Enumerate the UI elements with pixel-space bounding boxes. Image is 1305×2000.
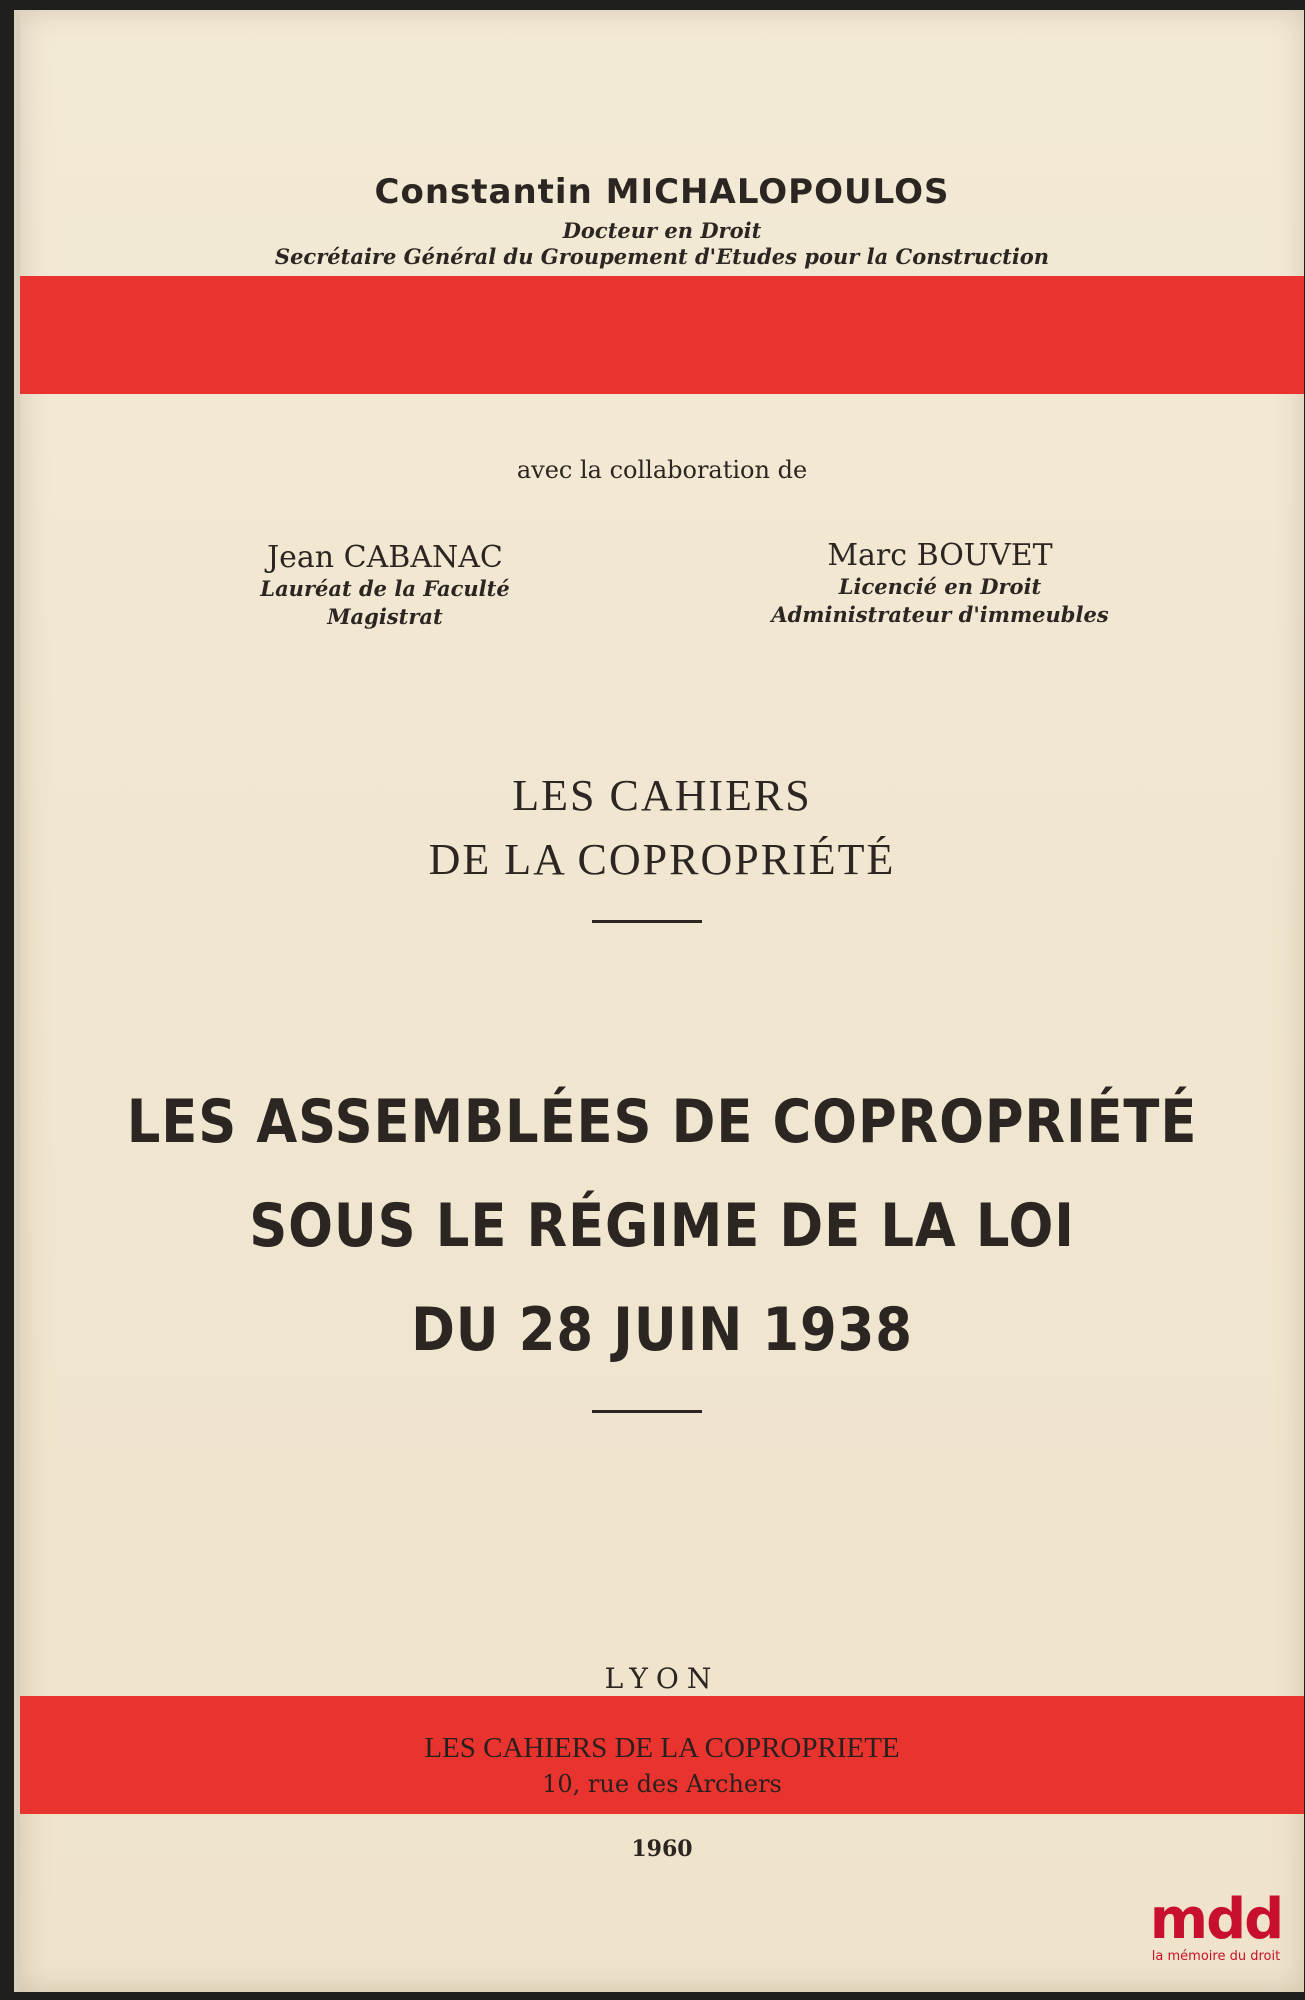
logo-tagline: la mémoire du droit <box>1151 1949 1281 1964</box>
title-line: DU 28 JUIN 1938 <box>411 1295 913 1365</box>
author-name: Constantin MICHALOPOULOS <box>374 172 950 212</box>
author-title: Docteur en Droit <box>562 218 762 243</box>
series-title <box>20 764 1304 892</box>
book-cover <box>14 10 1304 1992</box>
publisher-address: 10, rue des Archers <box>542 1770 782 1798</box>
author-position: Secrétaire Général du Groupement d'Etudes pour la Construction <box>274 244 1050 269</box>
book-title <box>97 1070 1227 1382</box>
series-line: LES CAHIERS <box>512 771 812 820</box>
collaborator-line: Lauréat de la Faculté <box>260 576 510 601</box>
publisher-name: LES CAHIERS DE LA COPROPRIETE <box>424 1732 900 1764</box>
publication-year: 1960 <box>631 1836 693 1862</box>
logo-mark: mdd <box>1149 1887 1283 1952</box>
collaborator-line: Licencié en Droit <box>838 574 1042 599</box>
collaborator-name: Marc BOUVET <box>827 538 1053 573</box>
divider-rule <box>592 920 702 923</box>
collaboration-label: avec la collaboration de <box>516 456 808 484</box>
collaborator-line: Magistrat <box>327 604 443 629</box>
title-line: SOUS LE RÉGIME DE LA LOI <box>249 1191 1075 1261</box>
title-line: LES ASSEMBLÉES DE COPROPRIÉTÉ <box>126 1087 1198 1157</box>
collaborator-left <box>220 540 550 631</box>
top-red-band <box>20 276 1304 394</box>
collaborator-right <box>740 538 1140 629</box>
watermark-logo <box>1141 1887 1291 1964</box>
divider-rule <box>592 1410 702 1413</box>
publication-city: LYON <box>604 1662 720 1695</box>
series-line: DE LA COPROPRIÉTÉ <box>428 835 896 884</box>
collaborator-name: Jean CABANAC <box>267 540 503 575</box>
collaborator-line: Administrateur d'immeubles <box>771 602 1109 627</box>
